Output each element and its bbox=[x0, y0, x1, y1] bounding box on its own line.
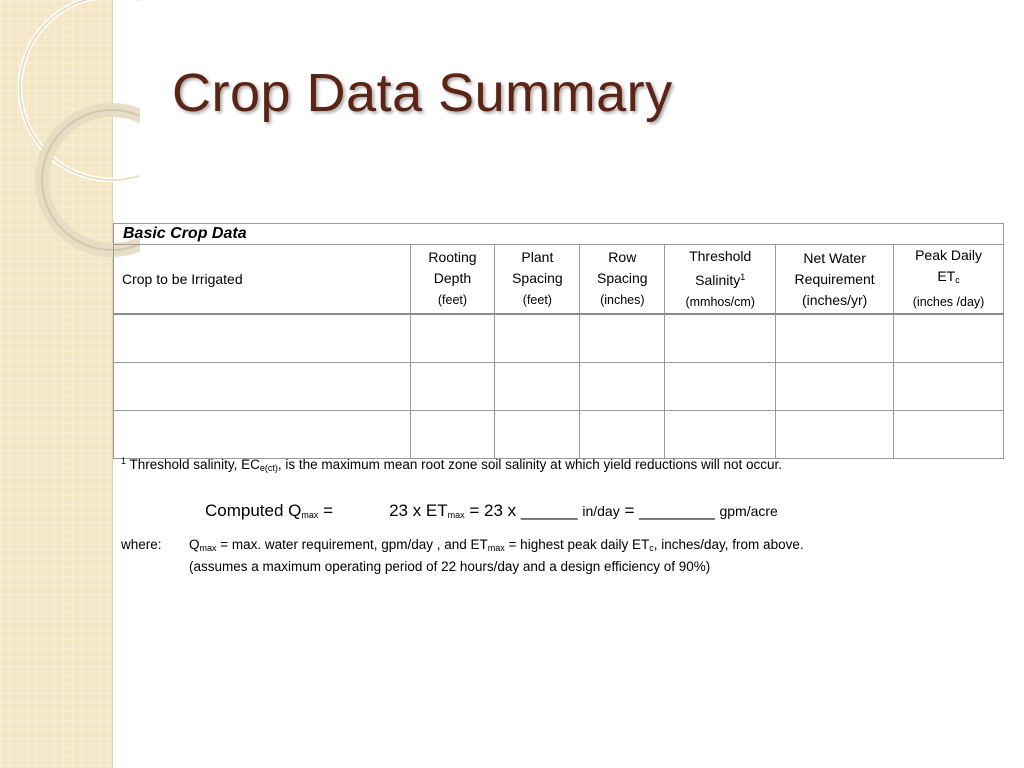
crop-data-table bbox=[113, 223, 1004, 459]
table-cell[interactable] bbox=[495, 314, 580, 362]
table-cell[interactable] bbox=[410, 362, 495, 410]
assumptions-note: (assumes a maximum operating period of 22 hours/day and a design efficiency of 90%) bbox=[189, 559, 711, 574]
header-peak-daily-et: Peak Daily $ET_c$ (inches /day) bbox=[894, 245, 1004, 315]
table-cell[interactable] bbox=[894, 410, 1004, 458]
where-definitions: where: $Q_{max} = \max$. water requirement, gpm/day , and $ET_{max}$ = highest peak daily $ET_c$, inches/day, from above. bbox=[121, 537, 804, 553]
ring-outer bbox=[20, 0, 140, 180]
table-cell[interactable] bbox=[776, 410, 894, 458]
header-threshold-salinity: Threshold Salinity$^1$ (mmhos/cm) bbox=[665, 245, 776, 315]
table-cell[interactable] bbox=[580, 410, 665, 458]
table-cell[interactable] bbox=[114, 362, 411, 410]
table-cell[interactable] bbox=[114, 314, 411, 362]
table-cell[interactable] bbox=[776, 314, 894, 362]
table-cell[interactable] bbox=[665, 314, 776, 362]
table-caption: Basic Crop Data bbox=[114, 224, 1004, 245]
header-rooting-depth: Rooting Depth (feet) bbox=[410, 245, 495, 315]
header-row-spacing: Row Spacing (inches) bbox=[580, 245, 665, 315]
table-header-row bbox=[114, 245, 1004, 315]
table-row bbox=[114, 362, 1004, 410]
table-cell[interactable] bbox=[410, 314, 495, 362]
table-row bbox=[114, 314, 1004, 362]
table-cell[interactable] bbox=[665, 362, 776, 410]
salinity-footnote: $^1$ Threshold salinity, $EC_{e(ct)}$, is the maximum mean root zone soil salinity at which yield reductions will not occur. bbox=[121, 456, 783, 473]
slide-title: Crop Data Summary bbox=[172, 63, 673, 123]
decorative-rings bbox=[0, 0, 140, 260]
table-cell[interactable] bbox=[495, 410, 580, 458]
computed-qmax-formula: Computed $Q_{max} = 23$ x $ET_{max} = 23$ x ______ in/day = ________ gpm/acre bbox=[205, 501, 778, 520]
table-cell[interactable] bbox=[776, 362, 894, 410]
header-net-water-requirement: Net Water Requirement (inches/yr) bbox=[776, 245, 894, 315]
header-crop: Crop to be Irrigated bbox=[114, 245, 411, 315]
table-cell[interactable] bbox=[495, 362, 580, 410]
table-row bbox=[114, 410, 1004, 458]
table-cell[interactable] bbox=[410, 410, 495, 458]
header-plant-spacing: Plant Spacing (feet) bbox=[495, 245, 580, 315]
table-cell[interactable] bbox=[894, 314, 1004, 362]
table-cell[interactable] bbox=[665, 410, 776, 458]
table-cell[interactable] bbox=[894, 362, 1004, 410]
table-cell[interactable] bbox=[580, 362, 665, 410]
table-cell[interactable] bbox=[114, 410, 411, 458]
table-cell[interactable] bbox=[580, 314, 665, 362]
ring-outer-shadow bbox=[20, 0, 140, 180]
